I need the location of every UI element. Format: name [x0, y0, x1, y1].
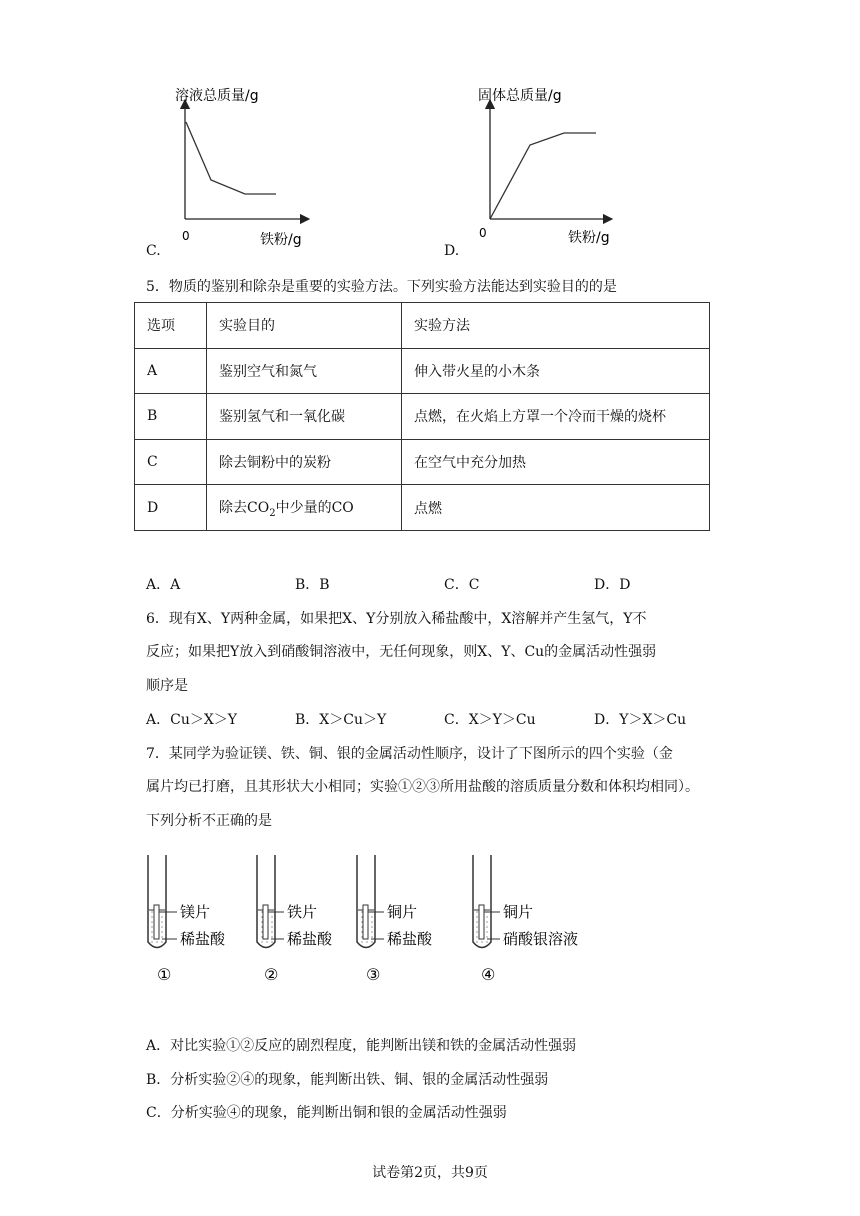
q5-stem: 5．物质的鉴别和除杂是重要的实验方法。下列实验方法能达到实验目的的是 [146, 279, 617, 295]
table-row [135, 439, 710, 485]
q7-option-a: A．对比实验①②反应的剧烈程度，能判断出镁和铁的金属活动性强弱 [146, 1038, 577, 1054]
row-method: 点燃 [402, 485, 710, 531]
q7-line-2: 属片均已打磨，且其形状大小相同；实验①②③所用盐酸的溶质质量分数和体积均相同）。 [146, 779, 699, 795]
q6-line-2: 反应；如果把Y放入到硝酸铜溶液中，无任何现象，则X、Y、Cu的金属活动性强弱 [146, 644, 657, 660]
graph-d-curve [490, 133, 596, 219]
tube-4-liquid-label: 硝酸银溶液 [503, 930, 579, 948]
graph-c-curve [186, 122, 276, 194]
tube-3-metal-label: 铜片 [387, 903, 418, 921]
graph-c-ylabel: 溶液总质量/g [175, 88, 259, 104]
option-c-label: C. [146, 243, 161, 259]
header-goal: 实验目的 [207, 303, 402, 349]
row-method: 伸入带火星的小木条 [402, 348, 710, 394]
option-d-label: D. [444, 243, 460, 259]
q6-choice-d: D．Y＞X＞Cu [594, 712, 687, 728]
q5-table [134, 302, 710, 531]
tube-1-liquid-label: 稀盐酸 [180, 930, 226, 948]
q7-line-3: 下列分析不正确的是 [146, 813, 272, 829]
tube-2-liquid-label: 稀盐酸 [287, 930, 333, 948]
goal-text-post: 中少量的CO [275, 499, 354, 516]
q7-line-1: 7．某同学为验证镁、铁、铜、银的金属活动性顺序，设计了下图所示的四个实验（金 [146, 746, 673, 762]
goal-text-pre: 除去CO [219, 499, 270, 516]
header-option: 选项 [135, 303, 207, 349]
q6-choice-c: C．X＞Y＞Cu [444, 712, 536, 728]
test-tube-2 [257, 855, 284, 948]
q7-option-b: B．分析实验②④的现象，能判断出铁、铜、银的金属活动性强弱 [146, 1072, 549, 1088]
tube-2-number: ② [264, 965, 279, 984]
table-row [135, 348, 710, 394]
q6-choice-a: A．Cu＞X＞Y [146, 712, 238, 728]
q5-choice-b: B．B [295, 577, 330, 593]
row-goal [207, 485, 402, 531]
row-goal: 除去铜粉中的炭粉 [207, 439, 402, 485]
tube-1-number: ① [157, 965, 172, 984]
test-tube-1 [148, 855, 177, 948]
row-goal: 鉴别氢气和一氧化碳 [207, 394, 402, 440]
test-tube-diagram [140, 850, 600, 990]
test-tube-3 [357, 855, 384, 948]
q6-line-1: 6．现有X、Y两种金属，如果把X、Y分别放入稀盐酸中，X溶解并产生氢气，Y不 [146, 611, 647, 627]
graph-d-ylabel: 固体总质量/g [478, 88, 562, 104]
row-option: D [135, 485, 207, 531]
row-method: 在空气中充分加热 [402, 439, 710, 485]
row-method: 点燃，在火焰上方罩一个冷而干燥的烧杯 [402, 394, 710, 440]
header-method: 实验方法 [402, 303, 710, 349]
q6-choice-b: B．X＞Cu＞Y [295, 712, 387, 728]
goal-subscript: 2 [269, 507, 276, 519]
table-row [135, 394, 710, 440]
table-row [135, 485, 710, 531]
q5-choice-c: C．C [444, 577, 480, 593]
tube-1-metal-label: 镁片 [180, 903, 211, 921]
graph-c-origin: 0 [182, 229, 190, 243]
graph-c [165, 82, 315, 252]
q7-option-c: C．分析实验④的现象，能判断出铜和银的金属活动性强弱 [146, 1105, 507, 1121]
tube-3-liquid-label: 稀盐酸 [387, 930, 433, 948]
row-goal: 鉴别空气和氮气 [207, 348, 402, 394]
graph-d-origin: 0 [479, 226, 487, 240]
table-header-row [135, 303, 710, 349]
q6-line-3: 顺序是 [146, 678, 188, 694]
q5-choice-d: D．D [594, 577, 631, 593]
q5-choice-a: A．A [146, 577, 181, 593]
graph-d-xlabel: 铁粉/g [568, 230, 610, 246]
row-option: A [135, 348, 207, 394]
tube-4-number: ④ [481, 965, 496, 984]
test-tube-4 [473, 855, 500, 948]
tube-3-number: ③ [366, 965, 381, 984]
graph-d [468, 82, 618, 252]
tube-4-metal-label: 铜片 [503, 903, 534, 921]
row-option: C [135, 439, 207, 485]
tube-2-metal-label: 铁片 [287, 903, 318, 921]
page-footer: 试卷第2页，共9页 [372, 1165, 488, 1181]
graph-c-xlabel: 铁粉/g [260, 232, 302, 248]
row-option: B [135, 394, 207, 440]
